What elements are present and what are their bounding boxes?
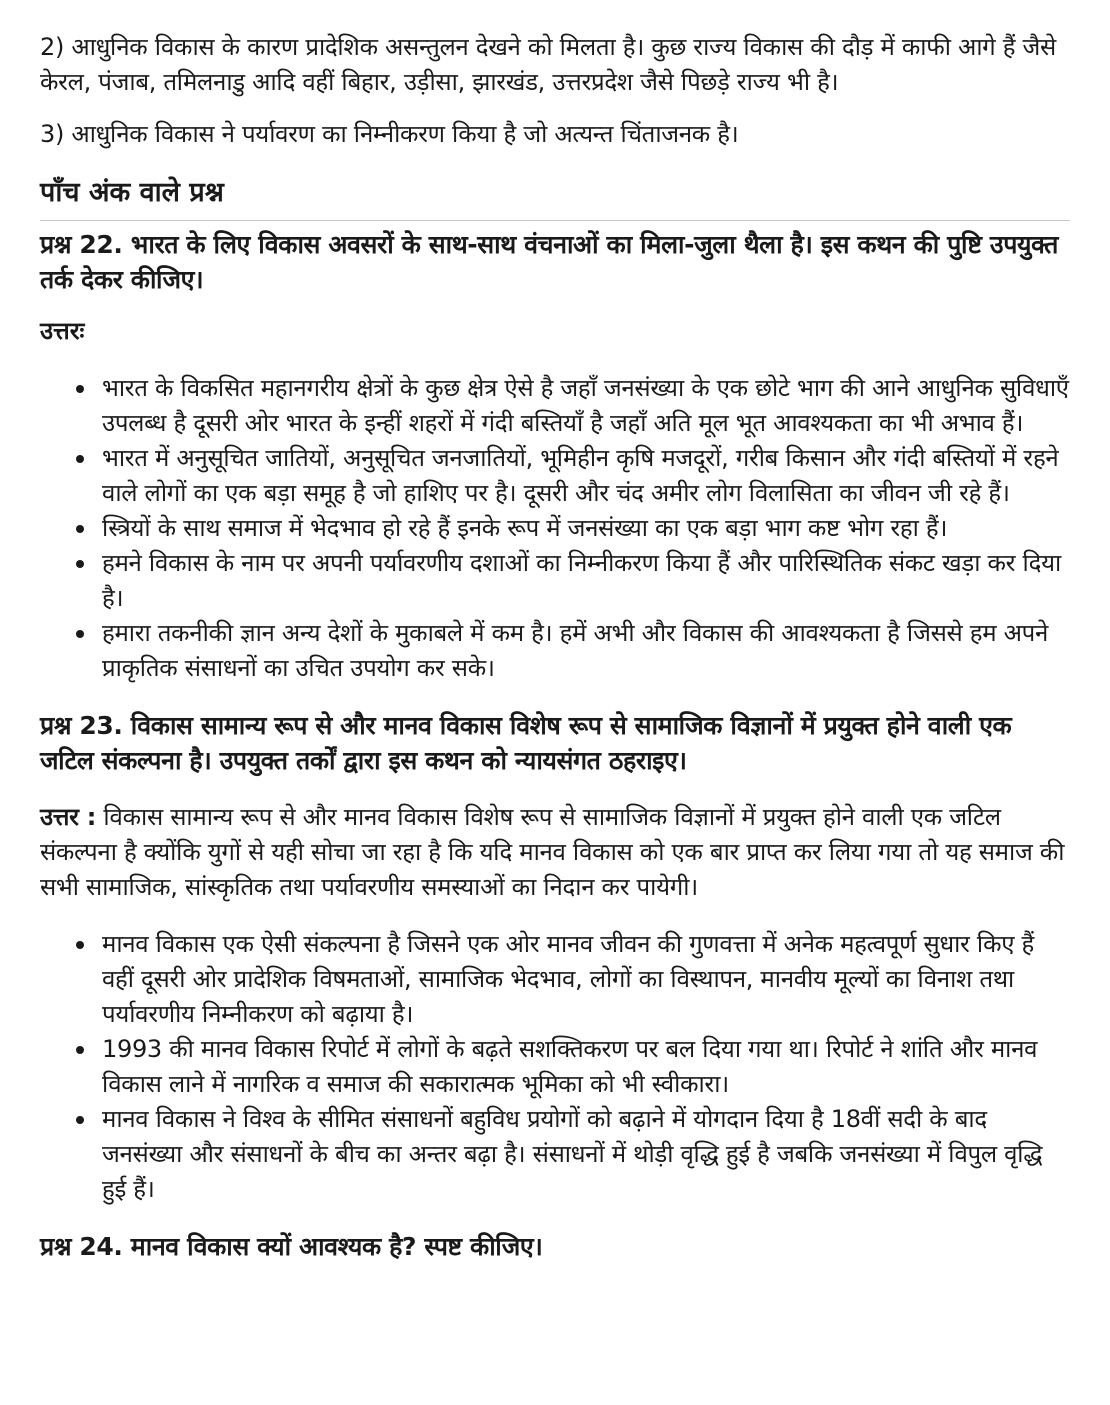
list-item-text: मानव विकास एक ऐसी संकल्पना है जिसने एक ओर मानव जीवन की गुणवत्ता में अनेक महत्वपूर्ण सुधार किए हैं वहीं दूसरी ओर प्रादेशिक विषमताओं, सामाजिक भेदभाव, लोगों का विस्थापन, मानवीय मूल्यों का विनाश तथा पर्यावरणीय निम्नीकरण को बढ़ाया है। [102, 930, 1034, 1028]
question-24: प्रश्न 24. मानव विकास क्यों आवश्यक है? स्पष्ट कीजिए। [40, 1232, 543, 1261]
section-title: पाँच अंक वाले प्रश्न [40, 177, 224, 208]
answer-label-22: उत्तरः [40, 317, 85, 345]
answer-label-23: उत्तर : [40, 803, 97, 831]
list-item-text: भारत में अनुसूचित जातियों, अनुसूचित जनजातियों, भूमिहीन कृषि मजदूरों, गरीब किसान और गंदी बस्तियों में रहने वाले लोगों का एक बड़ा समूह है जो हाशिए पर है। दूसरी और चंद अमीर लोग विलासिता का जीवन जी रहे हैं। [102, 444, 1059, 507]
bullet-icon [76, 455, 84, 463]
answer-22-list [40, 371, 1070, 686]
list-item [62, 441, 1070, 511]
question-23: प्रश्न 23. विकास सामान्य रूप से और मानव विकास विशेष रूप से सामाजिक विज्ञानों में प्रयुक्त होने वाली एक जटिल संकल्पना है। उपयुक्त तर्कों द्वारा इस कथन को न्यायसंगत ठहराइए। [40, 711, 1012, 775]
bullet-icon [76, 1116, 84, 1124]
question-22: प्रश्न 22. भारत के लिए विकास अवसरों के साथ-साथ वंचनाओं का मिला-जुला थैला है। इस कथन की पुष्टि उपयुक्त तर्क देकर कीजिए। [40, 230, 1058, 294]
list-item-text: हमने विकास के नाम पर अपनी पर्यावरणीय दशाओं का निम्नीकरण किया हैं और पारिस्थितिक संकट खड़ा कर दिया है। [102, 549, 1061, 612]
intro-point-2: 2) आधुनिक विकास के कारण प्रादेशिक असन्तुलन देखने को मिलता है। कुछ राज्य विकास की दौड़ में काफी आगे हैं जैसे केरल, पंजाब, तमिलनाडु आदि वहीं बिहार, उड़ीसा, झारखंड, उत्तरप्रदेश जैसे पिछड़े राज्य भी है। [40, 33, 1056, 96]
bullet-icon [76, 385, 84, 393]
list-item [62, 546, 1070, 616]
intro-point-3: 3) आधुनिक विकास ने पर्यावरण का निम्नीकरण किया है जो अत्यन्त चिंताजनक है। [40, 120, 739, 148]
list-item [62, 1102, 1070, 1207]
list-item-text: भारत के विकसित महानगरीय क्षेत्रों के कुछ क्षेत्र ऐसे है जहाँ जनसंख्या के एक छोटे भाग की आने आधुनिक सुविधाएँ उपलब्ध है दूसरी ओर भारत के इन्हीं शहरों में गंदी बस्तियाँ है जहाँ अति मूल भूत आवश्यकता का भी अभाव हैं। [102, 374, 1069, 437]
list-item [62, 616, 1070, 686]
list-item [62, 371, 1070, 441]
list-item-text: स्त्रियों के साथ समाज में भेदभाव हो रहे हैं इनके रूप में जनसंख्या का एक बड़ा भाग कष्ट भोग रहा हैं। [102, 514, 948, 542]
list-item [62, 511, 1070, 546]
list-item [62, 1032, 1070, 1102]
list-item-text: मानव विकास ने विश्व के सीमित संसाधनों बहुविध प्रयोगों को बढ़ाने में योगदान दिया है 18वीं सदी के बाद जनसंख्या और संसाधनों के बीच का अन्तर बढ़ा है। संसाधनों में थोड़ी वृद्धि हुई है जबकि जनसंख्या में विपुल वृद्धि हुई हैं। [102, 1105, 1043, 1203]
answer-23-list [40, 927, 1070, 1207]
bullet-icon [76, 525, 84, 533]
list-item [62, 927, 1070, 1032]
bullet-icon [76, 630, 84, 638]
bullet-icon [76, 560, 84, 568]
list-item-text: 1993 की मानव विकास रिपोर्ट में लोगों के बढ़ते सशक्तिकरण पर बल दिया गया था। रिपोर्ट ने शांति और मानव विकास लाने में नागरिक व समाज की सकारात्मक भूमिका को भी स्वीकारा। [102, 1035, 1038, 1098]
answer-23-intro [40, 800, 1070, 905]
list-item-text: हमारा तकनीकी ज्ञान अन्य देशों के मुकाबले में कम है। हमें अभी और विकास की आवश्यकता है जिससे हम अपने प्राकृतिक संसाधनों का उचित उपयोग कर सके। [102, 619, 1048, 682]
section-divider [40, 220, 1070, 221]
bullet-icon [76, 941, 84, 949]
bullet-icon [76, 1046, 84, 1054]
answer-23-text: विकास सामान्य रूप से और मानव विकास विशेष रूप से सामाजिक विज्ञानों में प्रयुक्त होने वाली एक जटिल संकल्पना है क्योंकि युगों से यही सोचा जा रहा है कि यदि मानव विकास को एक बार प्राप्त कर लिया गया तो यह समाज की सभी सामाजिक, सांस्कृतिक तथा पर्यावरणीय समस्याओं का निदान कर पायेगी। [40, 803, 1065, 901]
